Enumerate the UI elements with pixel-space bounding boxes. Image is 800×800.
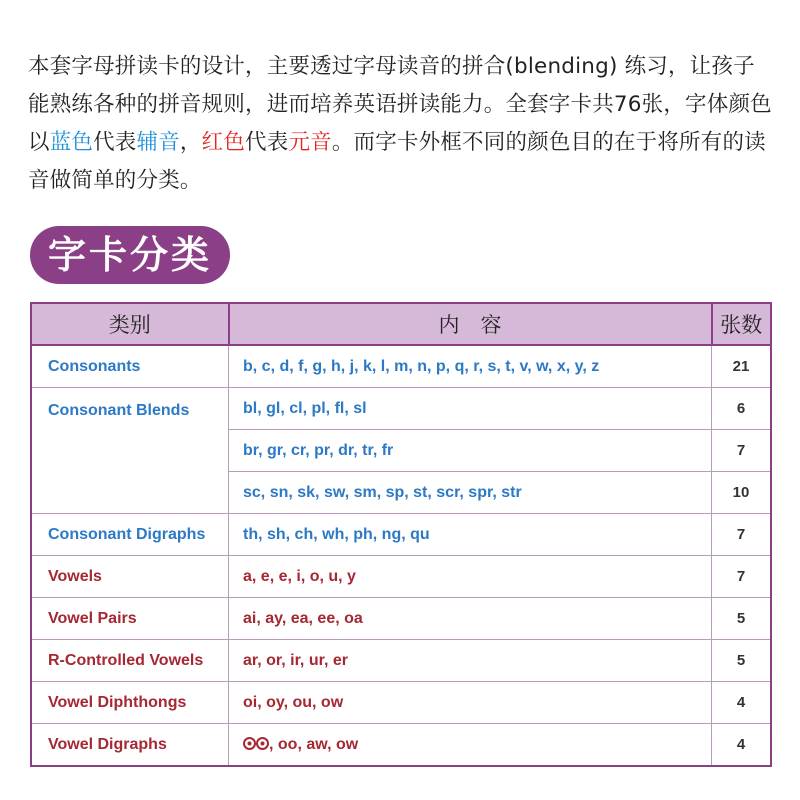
header-content: 内 容 [229, 303, 712, 345]
intro-text-4: 代表 [245, 130, 289, 155]
row-count: 4 [712, 724, 772, 767]
row-content: a, e, e, i, o, u, y [229, 556, 712, 598]
row-category: Vowels [31, 556, 229, 598]
intro-text-5: 。而字卡外框不同的颜色目的在于将所有的读音做简单的分类。 [28, 130, 766, 193]
intro-paragraph [28, 48, 776, 200]
row-category: Consonant Blends [31, 388, 229, 514]
intro-text-3: ， [179, 130, 202, 155]
intro-blue-word-1: 蓝色 [49, 130, 94, 155]
table-row [31, 640, 771, 682]
row-count: 5 [712, 640, 772, 682]
intro-red-word-1: 红色 [201, 130, 246, 155]
card-category-table [30, 302, 772, 767]
double-o-icon [243, 737, 256, 750]
row-count: 4 [712, 682, 772, 724]
table-row [31, 682, 771, 724]
table-header-row [31, 303, 771, 345]
row-content: ai, ay, ea, ee, oa [229, 598, 712, 640]
table-row [31, 514, 771, 556]
row-content: b, c, d, f, g, h, j, k, l, m, n, p, q, r, s, t, v, w, x, y, z [229, 345, 712, 388]
intro-blue-word-2: 辅音 [136, 130, 180, 155]
row-content: sc, sn, sk, sw, sm, sp, st, scr, spr, str [229, 472, 712, 514]
row-content: bl, gl, cl, pl, fl, sl [229, 388, 712, 430]
table-row [31, 724, 771, 767]
row-category: Consonants [31, 345, 229, 388]
row-count: 21 [712, 345, 772, 388]
row-category: Vowel Pairs [31, 598, 229, 640]
row-content: br, gr, cr, pr, dr, tr, fr [229, 430, 712, 472]
row-category: Vowel Digraphs [31, 724, 229, 767]
row-count: 7 [712, 514, 772, 556]
double-o-icon [256, 737, 269, 750]
section-badge: 字卡分类 [30, 226, 230, 284]
header-category: 类别 [31, 303, 229, 345]
intro-text-1: 本套字母拼读卡的设计，主要透过字母读音的拼合(blending) 练习，让孩子能熟练各种的拼音规则，进而培养英语拼读能力。全套字卡共76张，字体颜色以 [28, 54, 772, 155]
row-count: 5 [712, 598, 772, 640]
row-content: ar, or, ir, ur, er [229, 640, 712, 682]
intro-text-2: 代表 [93, 130, 137, 155]
row-content [229, 724, 712, 767]
table-row [31, 388, 771, 430]
row-count: 7 [712, 556, 772, 598]
row-count: 7 [712, 430, 772, 472]
table-row [31, 345, 771, 388]
row-count: 10 [712, 472, 772, 514]
row-content-text: , oo, aw, ow [269, 735, 359, 753]
row-category: Vowel Diphthongs [31, 682, 229, 724]
row-category: Consonant Digraphs [31, 514, 229, 556]
row-count: 6 [712, 388, 772, 430]
row-category: R-Controlled Vowels [31, 640, 229, 682]
header-count: 张数 [712, 303, 772, 345]
table-row [31, 556, 771, 598]
table-row [31, 598, 771, 640]
intro-red-word-2: 元音 [288, 130, 332, 155]
row-content: oi, oy, ou, ow [229, 682, 712, 724]
row-content: th, sh, ch, wh, ph, ng, qu [229, 514, 712, 556]
